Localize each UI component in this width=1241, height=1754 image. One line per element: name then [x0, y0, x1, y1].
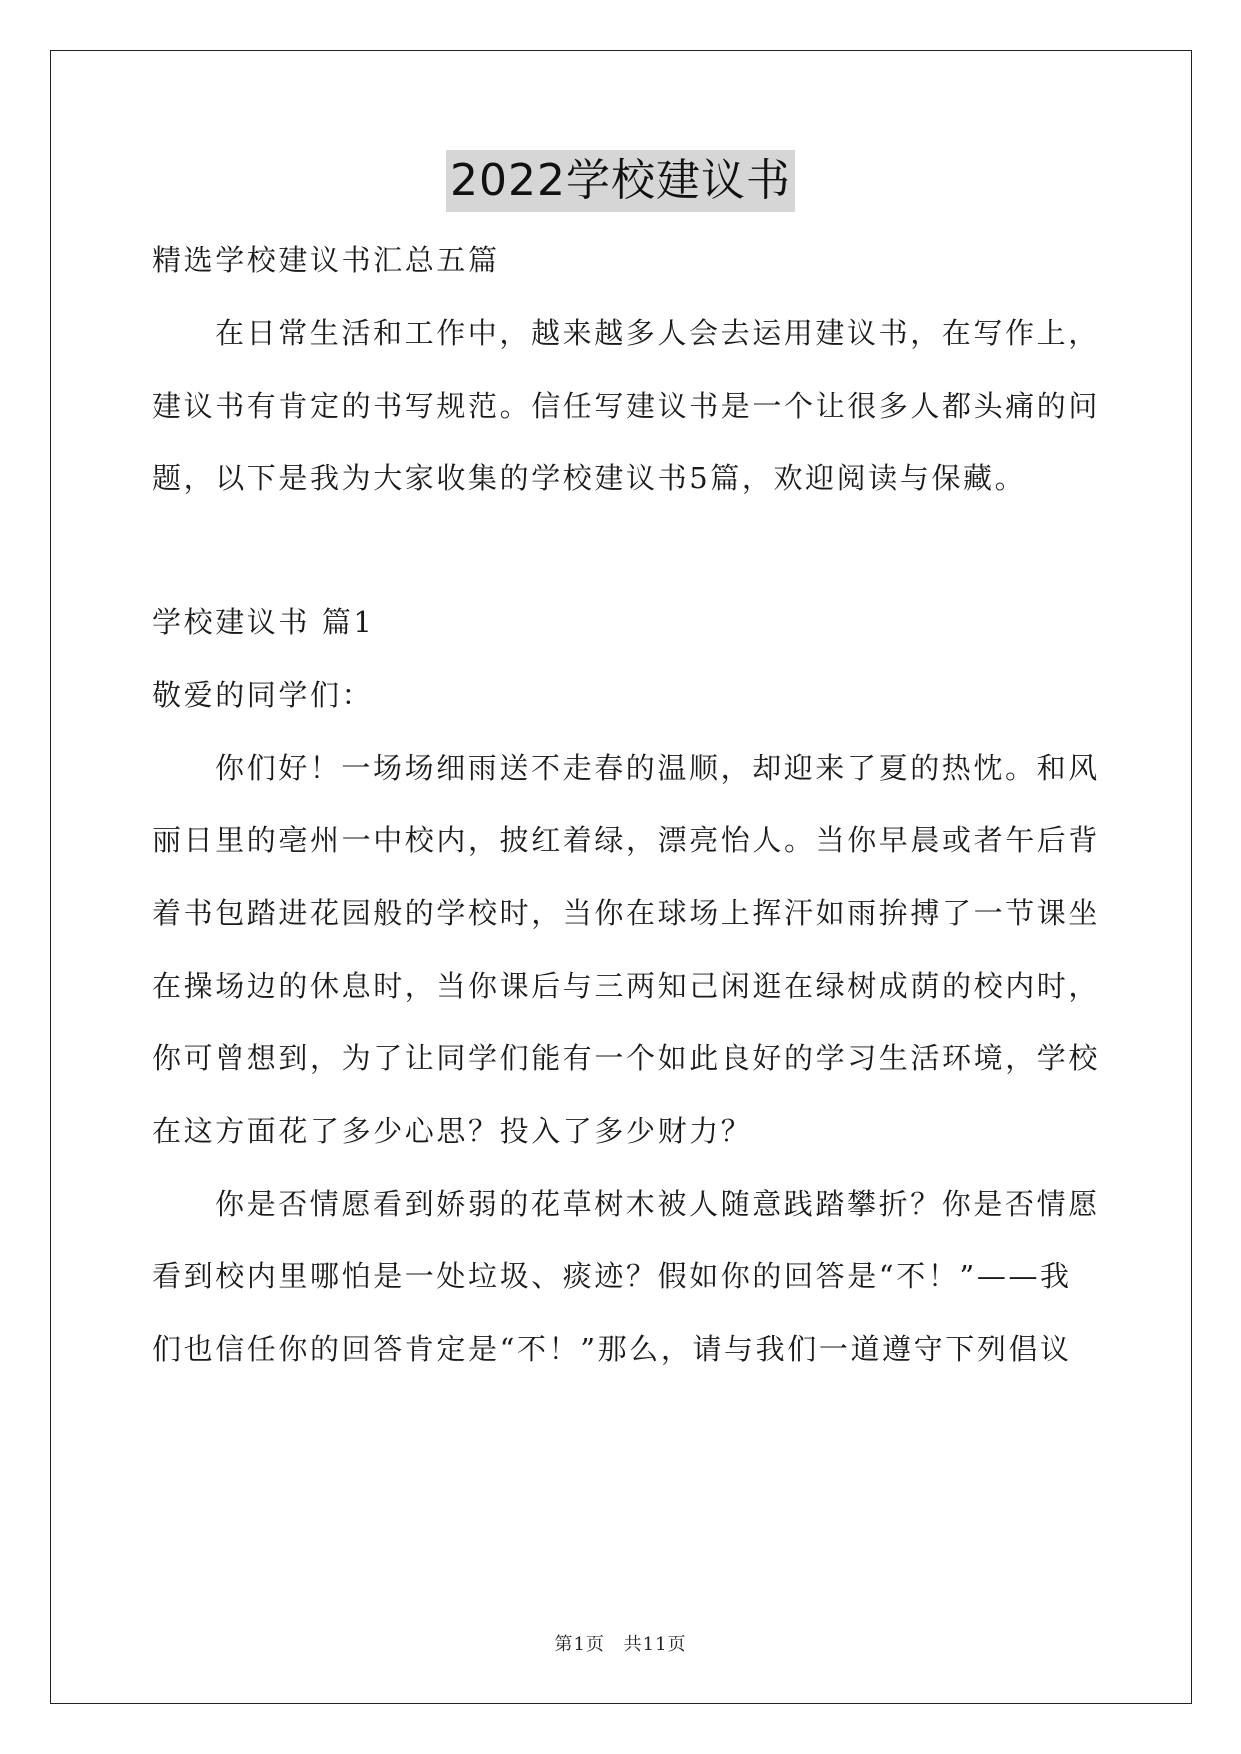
- paragraph-line: 在日常生活和工作中，越来越多人会去运用建议书，在写作上，: [215, 316, 1100, 350]
- salutation-line: 敬爱的同学们：: [152, 678, 374, 712]
- page-border: [50, 50, 1192, 1704]
- paragraph-line: 们也信任你的回答肯定是“不！”那么，请与我们一道遵守下列倡议: [152, 1332, 1072, 1366]
- document-title: 2022学校建议书: [446, 150, 795, 212]
- paragraph-line: 在操场边的休息时，当你课后与三两知己闲逛在绿树成荫的校内时，: [152, 969, 1101, 1003]
- page-footer: [0, 1630, 1241, 1656]
- paragraph-line: 丽日里的亳州一中校内，披红着绿，漂亮怡人。当你早晨或者午后背: [152, 823, 1101, 857]
- title-container: [0, 150, 1241, 212]
- paragraph-line: 你可曾想到，为了让同学们能有一个如此良好的学习生活环境，学校: [152, 1041, 1101, 1075]
- paragraph-line: 你是否情愿看到娇弱的花草树木被人随意践踏攀折？你是否情愿: [215, 1187, 1100, 1221]
- subtitle-line: 精选学校建议书汇总五篇: [152, 243, 500, 277]
- paragraph-line: 你们好！一场场细雨送不走春的温顺，却迎来了夏的热忱。和风: [215, 751, 1100, 785]
- page-number-current: 第1页: [554, 1634, 605, 1655]
- paragraph-line: 建议书有肯定的书写规范。信任写建议书是一个让很多人都头痛的问: [152, 389, 1101, 423]
- page-number-total: 共11页: [623, 1634, 687, 1655]
- paragraph-line: 在这方面花了多少心思？投入了多少财力？: [152, 1114, 753, 1148]
- paragraph-line: 看到校内里哪怕是一处垃圾、痰迹？假如你的回答是“不！”——我: [152, 1259, 1072, 1293]
- section-heading: 学校建议书 篇1: [152, 605, 375, 639]
- paragraph-line: 着书包踏进花园般的学校时，当你在球场上挥汗如雨拚搏了一节课坐: [152, 896, 1101, 930]
- paragraph-line: 题，以下是我为大家收集的学校建议书5篇，欢迎阅读与保藏。: [152, 461, 1027, 495]
